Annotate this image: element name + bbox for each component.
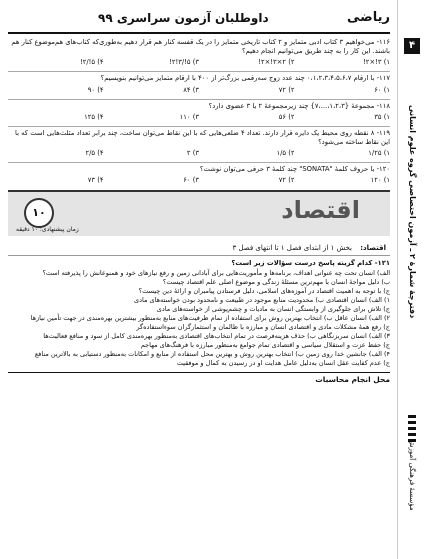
page-header <box>8 10 390 34</box>
option[interactable]: ۲) ۷۲ <box>278 176 295 185</box>
question-options <box>8 112 390 123</box>
option[interactable]: ۳) ۵!/۳!۲! <box>169 58 199 67</box>
subject-title: ریاضی <box>347 10 390 25</box>
divider <box>8 162 390 163</box>
option[interactable]: ۴) ۵!/۲! <box>79 58 104 67</box>
option[interactable]: ۴) ۲/۵ <box>85 149 104 158</box>
question-text: ۱۲۰- با حروف کلمهٔ "SONATA" چند کلمهٔ ۳ حرفی می‌توان نوشت؟ <box>199 165 390 174</box>
option[interactable]: ۲) ۷۲ <box>278 85 295 94</box>
section-banner <box>8 190 390 236</box>
option[interactable]: ۴) ۱۲۵ <box>84 112 104 121</box>
question-118 <box>8 102 390 123</box>
option[interactable]: ۳) ۲ <box>186 149 199 158</box>
option[interactable]: ۱) ۱۲۰ <box>370 176 390 185</box>
section-label: اقتصاد: <box>360 244 386 253</box>
calculation-area <box>8 384 390 514</box>
question-119 <box>8 129 390 159</box>
option[interactable]: ۱) ۳!×۲! <box>363 58 390 67</box>
option-continued: ج) عدم کفایت عقل انسان به‌دلیل عامل هدایت او در رسیدن به کمال و موفقیت <box>176 358 390 367</box>
question-text: ۱۲۱- کدام گزینه پاسخ درست سؤالات زیر است؟ <box>231 259 390 268</box>
page-content <box>8 38 390 514</box>
option[interactable]: ۳) الف) انسان سربزنگاهی ب) حذف هزینه‌فرصت در تمام انتخاب‌های اقتصادی به‌منظور بهره‌مندی کامل از سود و منافع فعالیت‌ها <box>43 331 390 340</box>
question-options <box>8 175 390 186</box>
option-continued: ج) تلاش برای جلوگیری از وابستگی انسان به مادیات و چشم‌پوشی از خواسته‌های مادی <box>156 304 390 313</box>
question-text: ۱۱۶- می‌خواهیم ۳ کتاب ادبی متمایز و ۲ کتاب تاریخی متمایز را در یک قفسه کنار هم قرار دهیم به‌طوری‌که کتاب‌های هم‌موضوع کنار هم باشند. این کار را به چند طریق می‌توانیم انجام دهیم؟ <box>11 38 390 56</box>
option-continued: ج) حفظ عزت و استقلال سیاسی و اقتصادی تمام جوامع به‌منظور مبارزه با فرهنگ‌های مهاجم <box>140 340 390 349</box>
question-item: ج) با توجه به اهمیت اقتصاد در آموزه‌های اسلامی، دلیل فرستادن پیامبران و ارائهٔ دین چیست؟ <box>138 286 390 295</box>
option[interactable]: ۱) ۶۰ <box>374 85 390 94</box>
section-title: اقتصاد <box>281 196 360 225</box>
question-item: الف) انسان تحت چه عنوانی اهداف، برنامه‌ها و مأموریت‌هایی برای آبادانی زمین و رفع نیازهای خود و همنوعانش را پذیرفته است؟ <box>42 268 390 277</box>
option[interactable]: ۲) الف) انسان عاقل ب) انتخاب بهترین روش برای استفاده از تمام ظرفیت‌های منابع به‌منظور بیشترین بهره‌مندی در جهت تأمین نیازها <box>30 313 390 322</box>
question-text: ۱۱۷- با ارقام ۰،۱،۲،۳،۴،۵،۶،۷ چند عدد زوج سه‌رقمی بزرگ‌تر از ۴۰۰ با ارقام متمایز می‌توانیم بنویسیم؟ <box>100 74 390 83</box>
option[interactable]: ۲) ۲×۳!×۲! <box>258 58 295 67</box>
option-continued: ج) رفع همهٔ مشکلات مادی و اقتصادی انسان و مبارزه با ظالمان و استثمارگران سوءاستفاده‌گر <box>136 322 390 331</box>
option[interactable]: ۴) ۷۳ <box>87 176 104 185</box>
sidebar-vertical-title: دفترچهٔ شمارهٔ ۲ ـ آزمون اختصاصی گروه علوم انسانی <box>408 105 417 319</box>
question-options <box>8 57 390 68</box>
option[interactable]: ۳) ۱۱۰ <box>179 112 199 121</box>
question-117 <box>8 74 390 95</box>
question-116 <box>8 38 390 68</box>
option[interactable]: ۲) ۱/۵ <box>276 149 295 158</box>
option[interactable]: ۴) الف) جانشین خدا روی زمین ب) انتخاب بهترین روش و بهترین محل استفاده از منابع و امکانات به‌منظور دستیابی به بالاترین منافع <box>34 349 390 358</box>
option[interactable]: ۲) ۵۶ <box>278 112 295 121</box>
page-number: ۴ <box>404 38 420 54</box>
suggested-time-badge: ۱۰ <box>24 198 54 228</box>
question-121 <box>8 259 390 367</box>
sidebar-publisher: مؤسسهٔ فرهنگی آموزش <box>408 439 416 511</box>
question-options <box>8 148 390 159</box>
question-text: ۱۱۸- مجموعهٔ {۱،۲،۳،...،۷} چند زیرمجموعهٔ ۲ یا ۳ عضوی دارد؟ <box>208 101 390 110</box>
page-sidebar <box>397 0 426 559</box>
exam-title: داوطلبان آزمون سراسری ۹۹ <box>98 11 269 25</box>
question-text: ۱۱۹- ۸ نقطه روی محیط یک دایره قرار دارند. تعداد ۴ ضلعی‌هایی که با این نقاط می‌توان ساخت، چند برابر تعداد مثلث‌هایی است که با این نقاط ساخته می‌شود؟ <box>15 128 390 147</box>
option[interactable]: ۱) ۳۵ <box>374 112 390 121</box>
section-scope <box>8 242 390 256</box>
question-options <box>8 85 390 96</box>
divider <box>8 99 390 100</box>
option[interactable]: ۴) ۹۰ <box>87 85 104 94</box>
calculation-area-label: محل انجام محاسبات <box>8 372 390 384</box>
section-scope-text: بخش ۱ از ابتدای فصل ۱ تا انتهای فصل ۳ <box>232 244 352 253</box>
question-item: ب) دلیل مواجهٔ انسان با مهم‌ترین مسئلهٔ زندگی و موضوع اصلی علم اقتصاد چیست؟ <box>162 277 390 286</box>
divider <box>8 126 390 127</box>
suggested-time-label: زمان پیشنهادی: ۱۰ دقیقه <box>16 226 79 234</box>
option[interactable]: ۱) الف) انسان اقتصادی ب) محدودیت منابع موجود در طبیعت و نامحدود بودن خواسته‌های مادی <box>134 295 390 304</box>
option[interactable]: ۱) ۱/۲۵ <box>368 149 390 158</box>
divider <box>8 71 390 72</box>
option[interactable]: ۳) ۸۴ <box>183 85 199 94</box>
option[interactable]: ۳) ۶۰ <box>183 176 199 185</box>
question-120 <box>8 165 390 186</box>
